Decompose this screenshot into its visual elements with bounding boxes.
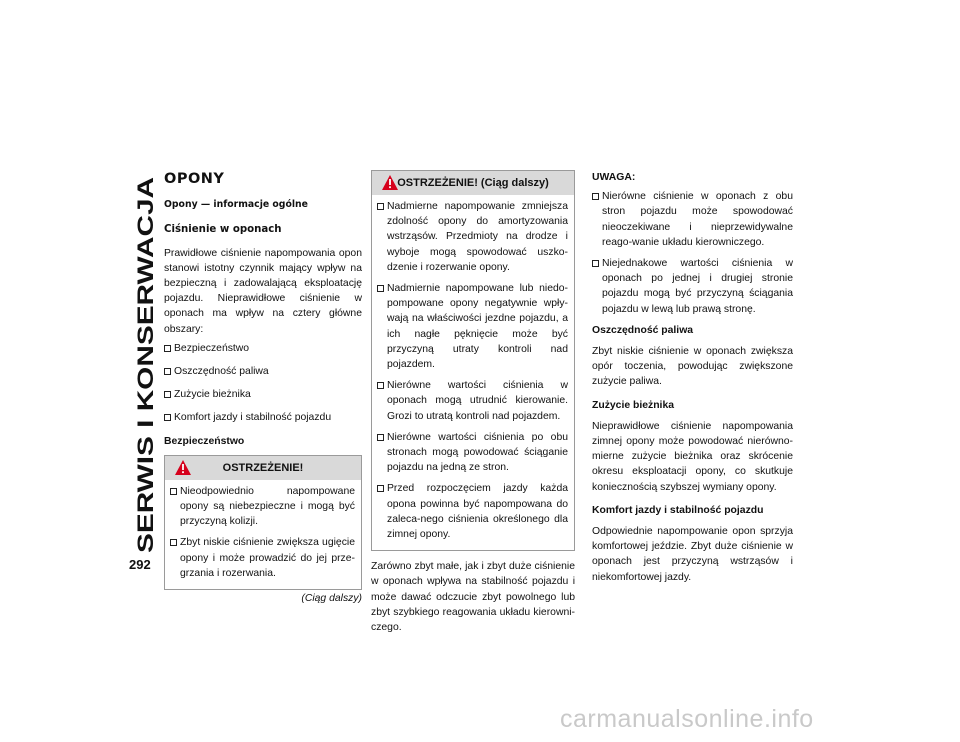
- tread-paragraph: Nieprawidłowe ciśnienie napompowania zimnej opony może powodować nierówno-mierne zużycie bieżnika oraz skrócenie okresu eksploatacji opony, co skutkuje koniecznością szybszej wymiany opony.: [592, 420, 793, 493]
- list-item: Oszczędność paliwa: [164, 364, 362, 379]
- column-3: [592, 170, 793, 589]
- warning-box: [164, 455, 362, 590]
- tread-heading: Zużycie bieżnika: [592, 399, 674, 411]
- list-item: Bezpieczeństwo: [164, 341, 362, 356]
- warning-box-continued: [371, 170, 575, 551]
- warning-item: Nierówne wartości ciśnienia po obu stronach mogą powodować ściąganie pojazdu na jedną ze stron.: [377, 430, 568, 476]
- warning-item: Nadmierne napompowanie zmniejsza zdolność opony do amortyzowania wstrząsów. Przedmioty na drodze i wyboje mogą spowodować uszko-dzenie i rozerwanie opony.: [377, 199, 568, 275]
- svg-text:SERWIS I KONSERWACJA: SERWIS I KONSERWACJA: [133, 275, 158, 553]
- comfort-paragraph: Odpowiednie napompowanie opon sprzyja komfortowej jeździe. Zbyt duże ciśnienie w oponach jest przyczyną wstrząsów i niekomfortowej jazdy.: [592, 526, 793, 583]
- list-item: Komfort jazdy i stabilność pojazdu: [164, 410, 362, 425]
- intro-paragraph: Prawidłowe ciśnienie napompowania opon stanowi istotny czynnik mający wpływ na bezpieczną i zadowalającą eksploatację pojazdu. Nieprawidłowe ciśnienie w oponach ma wpływ na cztery główne obszary:: [164, 247, 362, 335]
- watermark: carmanualsonline.info: [560, 705, 814, 733]
- safety-heading: Bezpieczeństwo: [164, 435, 245, 447]
- warning-title: OSTRZEŻENIE! (Ciąg dalszy): [397, 177, 549, 189]
- warning-item: Nadmiernie napompowane lub niedo-pompowane opony negatywnie wpły-wają na właściwości jezdne pojazdu, a ich nagłe pęknięcie może być przyczyną utraty kontroli nad pojazdem.: [377, 281, 568, 372]
- warning-header: [372, 171, 574, 195]
- fuel-heading: Oszczędność paliwa: [592, 324, 694, 336]
- comfort-heading: Komfort jazdy i stabilność pojazdu: [592, 504, 764, 516]
- page-number: 292: [129, 557, 151, 572]
- warning-item: Nierówne wartości ciśnienia w oponach mogą utrudnić kierowanie. Grozi to utratą kontroli nad pojazdem.: [377, 378, 568, 424]
- warning-icon: [382, 175, 398, 190]
- side-section-title: [126, 175, 162, 555]
- warning-title: OSTRZEŻENIE!: [222, 461, 304, 474]
- list-item: Zużycie bieżnika: [164, 387, 362, 402]
- subtitle: Opony — informacje ogólne: [164, 199, 308, 211]
- paragraph: Zarówno zbyt małe, jak i zbyt duże ciśnienie w oponach wpływa na stabilność pojazdu i może dawać odczucie zbyt powolnego lub zbyt szybkiego reagowania układu kierowni-czego.: [371, 561, 575, 634]
- column-2: [371, 170, 575, 639]
- warning-icon: [175, 460, 191, 475]
- note-list: [592, 189, 793, 317]
- areas-list: [164, 341, 362, 426]
- page-title: OPONY: [164, 171, 225, 187]
- section-heading: Ciśnienie w oponach: [164, 224, 282, 236]
- warning-item: Przed rozpoczęciem jazdy każda opona powinna być napompowana do zaleca-nego ciśnienia określonego dla zimnej opony.: [377, 481, 568, 542]
- continued-note: (Ciąg dalszy): [301, 593, 362, 605]
- warning-item: Zbyt niskie ciśnienie zwiększa ugięcie opony i może prowadzić do jej prze-grzania i rozerwania.: [170, 535, 355, 581]
- note-heading: UWAGA:: [592, 172, 636, 183]
- column-1: [164, 170, 362, 606]
- warning-item: Nieodpowiednio napompowane opony są niebezpieczne i mogą być przyczyną kolizji.: [170, 484, 355, 530]
- warning-header: [165, 456, 361, 480]
- fuel-paragraph: Zbyt niskie ciśnienie w oponach zwiększa opór toczenia, powodując zwiększone zużycie paliwa.: [592, 346, 793, 388]
- note-item: Nierówne ciśnienie w oponach z obu stron pojazdu może spowodować nieoczekiwane i nieprzewidywalne reago-wanie układu kierowniczego.: [592, 189, 793, 250]
- note-item: Niejednakowe wartości ciśnienia w oponach po jednej i drugiej stronie pojazdu mogą być przyczyną ściągania pojazdu w lewą lub prawą stronę.: [592, 256, 793, 317]
